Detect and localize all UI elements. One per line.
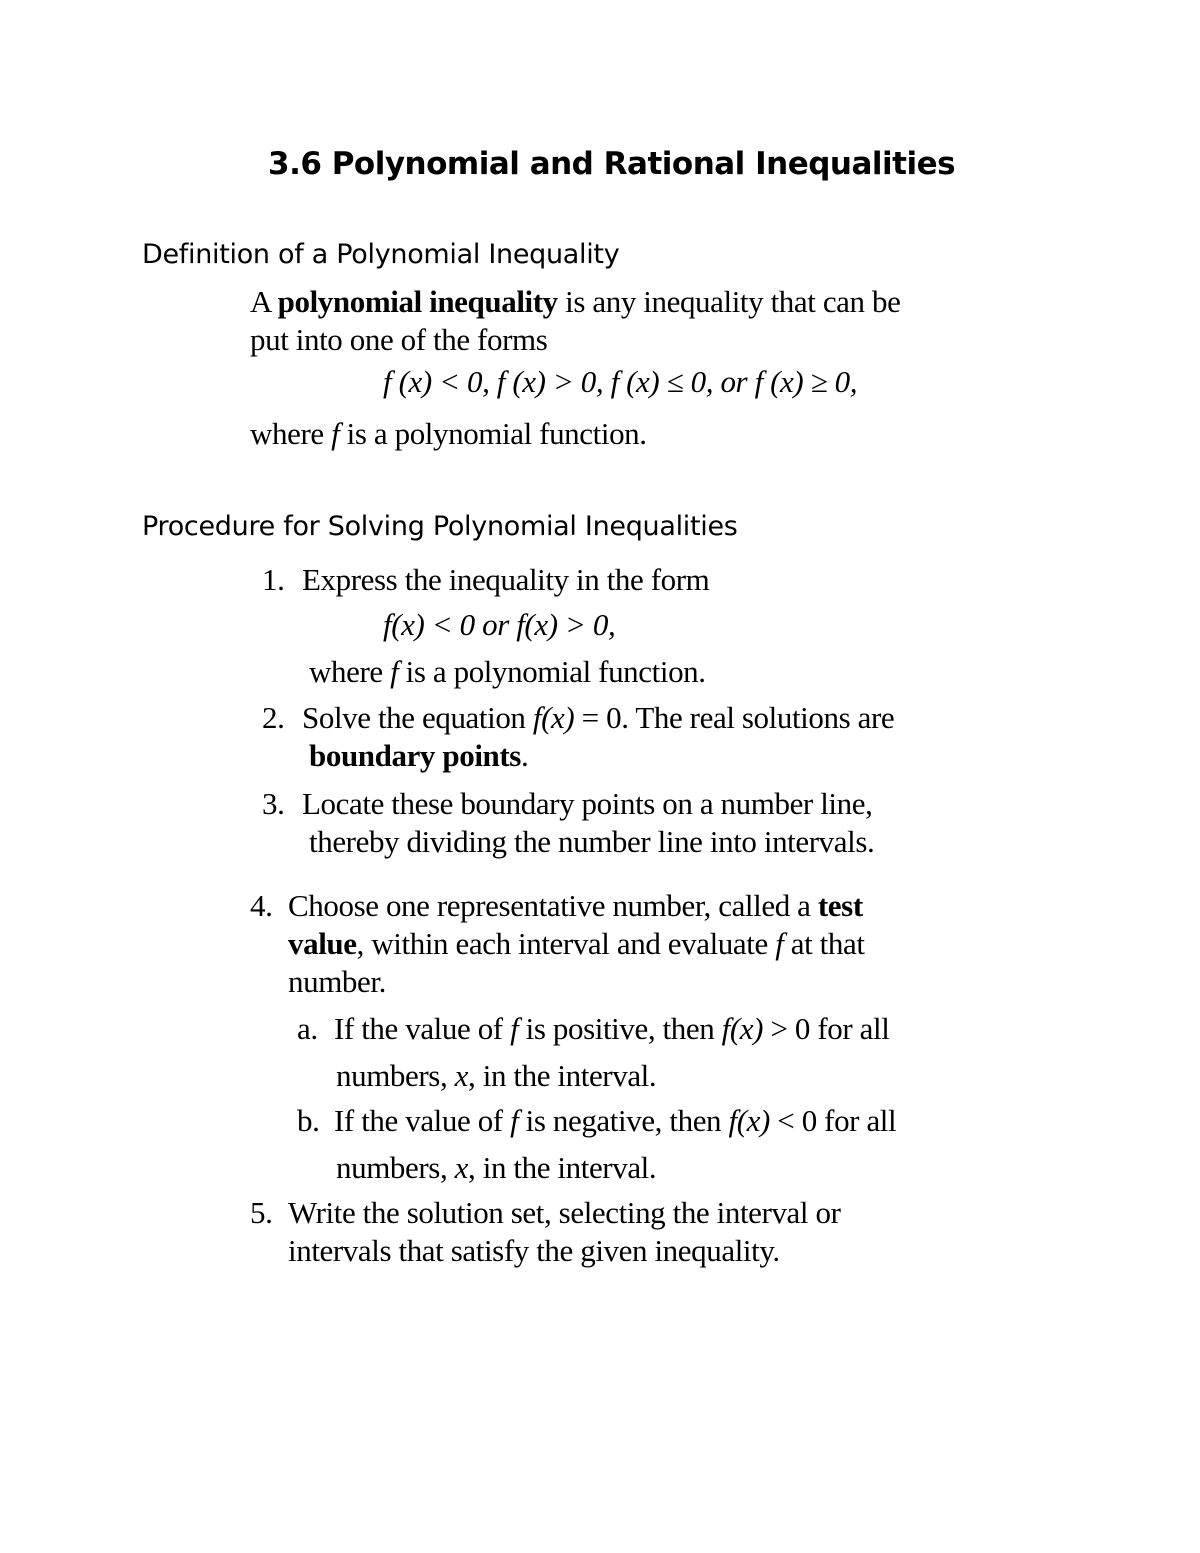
step-4b-line-1 [334,1103,896,1139]
function-f: f [510,1011,519,1046]
definition-line-1-pre: A [250,284,278,319]
step-4a-pre: If the value of [334,1011,511,1046]
step-1-where [309,654,706,690]
step-3-line-2: thereby dividing the number line into intervals. [309,824,875,859]
step-3-number: 3. [262,786,285,821]
step-4a-line-2 [336,1058,656,1094]
step-2-line-1 [302,700,894,736]
step-2-line-2 [309,738,528,774]
definition-line-1 [250,284,900,320]
step-1-where-post: is a polynomial function. [398,654,706,689]
step-4a-line-2-pre: numbers, [336,1058,455,1093]
step-4a-label: a. [297,1011,318,1046]
step-2-line-2-post: . [520,738,529,773]
step-4b-line-2-post: , in the interval. [468,1150,657,1185]
step-4-line-2-post: at that [783,926,865,961]
step-5-line-2: intervals that satisfy the given inequality. [288,1233,780,1268]
function-fx: f(x) [532,700,575,735]
step-1-text: Express the inequality in the form [302,562,710,597]
step-1-number: 1. [262,562,285,597]
step-4b-line-2-pre: numbers, [336,1150,455,1185]
step-4a-line-1 [334,1011,889,1047]
term-value: value [288,926,357,961]
variable-x: x [454,1058,469,1093]
step-4-line-2 [288,926,865,962]
step-4a-line-2-post: , in the interval. [468,1058,657,1093]
function-fx: f(x) [728,1103,770,1138]
step-1-where-pre: where [309,654,391,689]
variable-x: x [454,1150,469,1185]
step-3-line-1: Locate these boundary points on a number line, [302,786,873,821]
procedure-heading: Procedure for Solving Polynomial Inequalities [142,511,738,542]
function-f: f [775,926,784,961]
function-f: f [510,1103,519,1138]
step-4-line-1-pre: Choose one representative number, called a [288,888,818,923]
step-2-line-1-pre: Solve the equation [302,700,533,735]
function-f: f [390,654,399,689]
definition-line-4 [250,416,647,452]
step-4-line-1 [288,888,863,924]
definition-heading: Definition of a Polynomial Inequality [142,239,620,270]
term-boundary-points: boundary points [309,738,521,773]
definition-line-2: put into one of the forms [250,322,548,357]
step-4-line-2-mid: , within each interval and evaluate [356,926,776,961]
step-5-number: 5. [250,1195,273,1230]
step-4b-line-2 [336,1150,656,1186]
step-4b-mid: is negative, then [518,1103,729,1138]
step-1-formula: f(x) < 0 or f(x) > 0, [383,607,616,642]
step-4a-post: > 0 for all [763,1011,890,1046]
step-2-number: 2. [262,700,285,735]
function-f: f [331,416,340,451]
definition-line-1-post: is any inequality that can be [557,284,901,319]
term-test: test [817,888,863,923]
page-title: 3.6 Polynomial and Rational Inequalities [268,146,956,182]
function-fx: f(x) [721,1011,764,1046]
term-polynomial-inequality: polynomial inequality [277,284,558,319]
step-4b-post: < 0 for all [769,1103,897,1138]
step-4-number: 4. [250,888,273,923]
step-5-line-1: Write the solution set, selecting the interval or [288,1195,841,1230]
step-4-line-3: number. [288,964,386,999]
step-4b-pre: If the value of [334,1103,511,1138]
step-2-line-1-post: = 0. The real solutions are [574,700,895,735]
definition-forms-formula: f (x) < 0, f (x) > 0, f (x) ≤ 0, or f (x) ≥ 0, [383,364,858,399]
step-4b-label: b. [297,1103,320,1138]
definition-where: where [250,416,332,451]
step-4a-mid: is positive, then [518,1011,722,1046]
definition-line-4-post: is a polynomial function. [339,416,647,451]
